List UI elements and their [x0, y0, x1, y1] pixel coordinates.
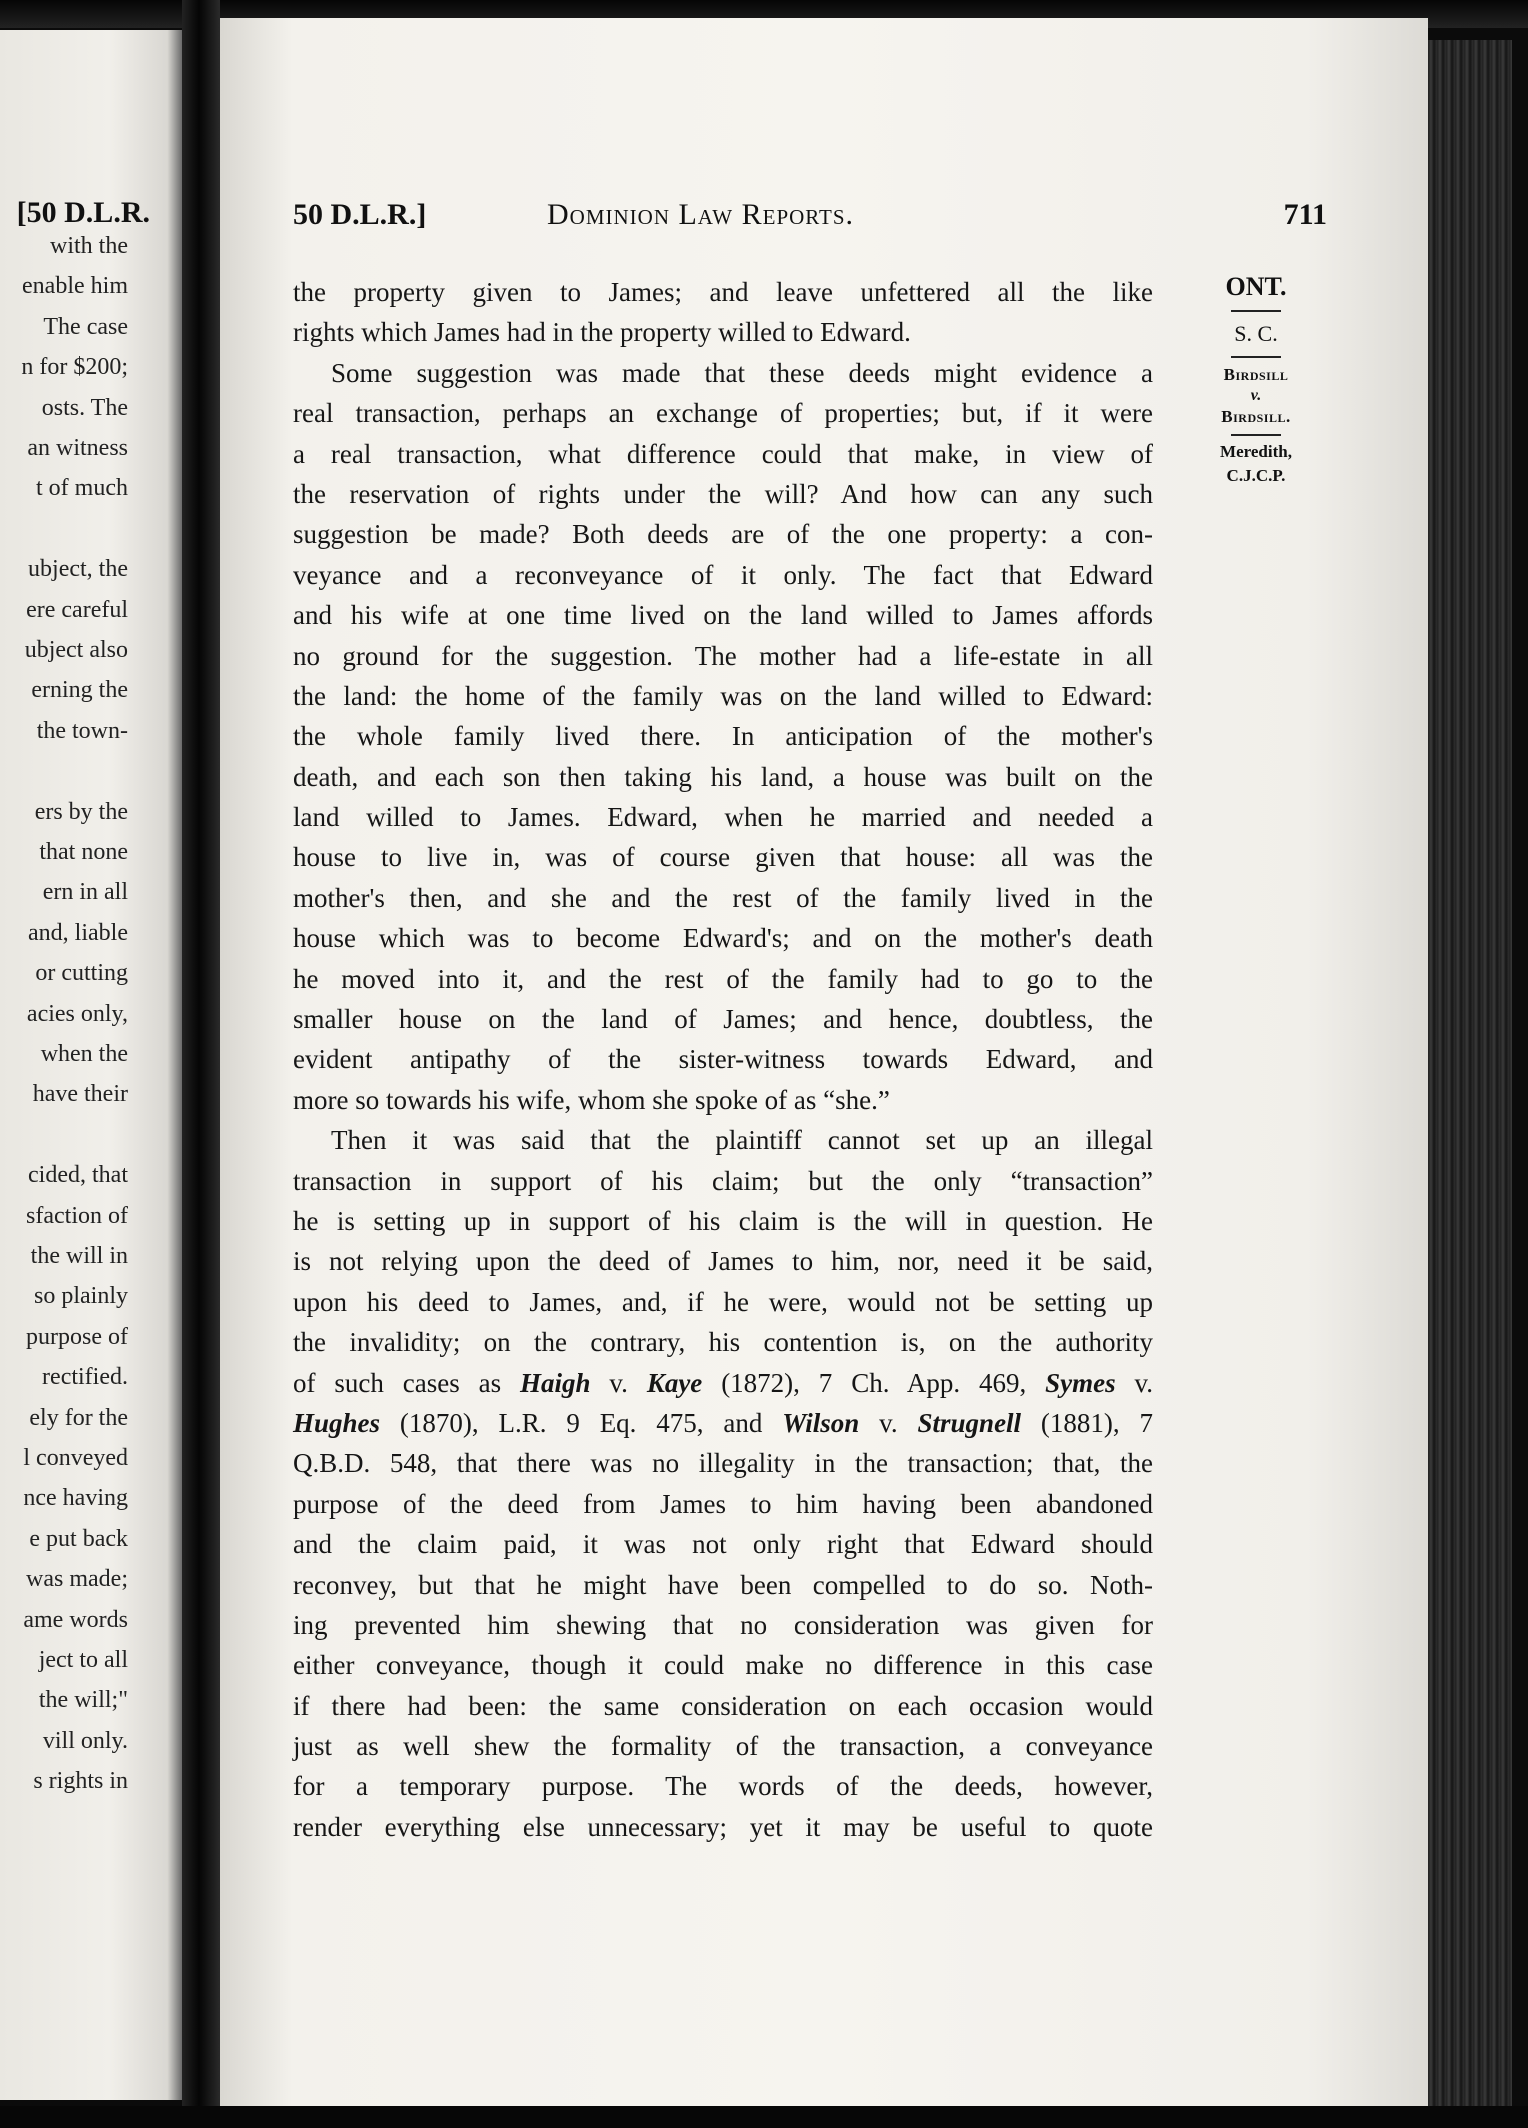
- previous-page-line: with the: [50, 233, 128, 259]
- previous-page-line: the will;": [38, 1687, 128, 1714]
- case-name: Haigh: [520, 1367, 591, 1398]
- text-line: just as well shew the formality of the transaction, a conveyance: [293, 1731, 1153, 1762]
- text-line: house which was to become Edward's; and on the mother's death: [293, 923, 1153, 954]
- previous-page-line: ject to all: [38, 1647, 128, 1673]
- previous-page-line: ely for the: [29, 1404, 128, 1431]
- text-line: real transaction, perhaps an exchange of properties; but, if it were: [293, 398, 1153, 429]
- judge-title: C.J.C.P.: [1226, 466, 1286, 485]
- text-line: Some suggestion was made that these deeds might evidence a: [331, 357, 1153, 388]
- page-number: 711: [1283, 198, 1327, 231]
- text-line: ing prevented him shewing that no consideration was given for: [293, 1609, 1153, 1640]
- book-gutter: [182, 0, 220, 2128]
- previous-page-line: that none: [39, 839, 128, 865]
- text-line: he moved into it, and the rest of the family had to go to the: [293, 963, 1153, 994]
- case-name: Wilson: [782, 1407, 860, 1438]
- previous-page-line: so plainly: [34, 1283, 128, 1310]
- bottom-shadow: [0, 2106, 1528, 2128]
- text-line: the invalidity; on the contrary, his contention is, on the authority: [293, 1327, 1153, 1358]
- text-line: he is setting up in support of his claim is the will in question. He: [293, 1205, 1153, 1236]
- text-line: the property given to James; and leave unfettered all the like: [293, 277, 1153, 307]
- previous-page-line: enable him: [22, 273, 128, 300]
- previous-page-line: e put back: [29, 1525, 128, 1552]
- plaintiff-name: Birdsill: [1223, 365, 1289, 384]
- text-line: transaction in support of his claim; but the only “transaction”: [293, 1165, 1153, 1196]
- versus-label: v.: [1250, 387, 1262, 404]
- text-line: a real transaction, what difference could that make, in view of: [293, 438, 1153, 469]
- previous-page-line: s rights in: [33, 1768, 128, 1795]
- text-line: if there had been: the same consideration on each occasion would: [293, 1690, 1153, 1721]
- text-fragment: (1870), L.R. 9 Eq. 475, and: [380, 1407, 783, 1438]
- case-name: Strugnell: [917, 1407, 1022, 1438]
- previous-page-line: ubject also: [24, 637, 128, 663]
- text-line-citations: [293, 1403, 1153, 1443]
- previous-page-line: when the: [40, 1041, 128, 1067]
- text-line-citations: [293, 1363, 1153, 1403]
- text-fragment: of such cases as: [293, 1367, 520, 1398]
- text-line: smaller house on the land of James; and hence, doubtless, the: [293, 1004, 1153, 1035]
- case-name: Hughes: [293, 1407, 381, 1438]
- previous-page-line: t of much: [36, 475, 128, 502]
- text-line: upon his deed to James, and, if he were, would not be setting up: [293, 1286, 1153, 1317]
- previous-page-line: or cutting: [35, 960, 128, 987]
- previous-page-line: ern in all: [42, 879, 128, 906]
- case-name: Symes: [1045, 1367, 1116, 1398]
- text-fragment: v.: [859, 1407, 918, 1438]
- previous-page-line: n for $200;: [21, 354, 128, 381]
- previous-page-line: The case: [43, 313, 128, 340]
- text-fragment: v.: [1115, 1367, 1154, 1398]
- text-line: death, and each son then taking his land, a house was built on the: [293, 761, 1153, 792]
- previous-page-line: the town-: [36, 717, 128, 744]
- text-line: veyance and a reconveyance of it only. The fact that Edward: [293, 559, 1153, 590]
- text-line: and his wife at one time lived on the land willed to James affords: [293, 600, 1153, 631]
- previous-page-line: nce having: [23, 1485, 128, 1512]
- running-head: [293, 198, 1327, 242]
- text-line: mother's then, and she and the rest of the family lived in the: [293, 882, 1153, 913]
- text-line: house to live in, was of course given that house: all was the: [293, 842, 1153, 873]
- text-line: no ground for the suggestion. The mother had a life-estate in all: [293, 640, 1153, 671]
- previous-page-line: and, liable: [28, 919, 128, 946]
- previous-page-line: ame words: [23, 1606, 128, 1633]
- text-line: more so towards his wife, whom she spoke of as “she.”: [293, 1084, 890, 1115]
- text-line: land willed to James. Edward, when he married and needed a: [293, 802, 1153, 833]
- divider: [1231, 310, 1281, 312]
- text-fragment: v.: [590, 1367, 647, 1398]
- text-line: the reservation of rights under the will? And how can any such: [293, 478, 1153, 509]
- text-line: reconvey, but that he might have been compelled to do so. Noth-: [293, 1569, 1153, 1600]
- previous-page-line: erning the: [31, 677, 128, 704]
- text-line: evident antipathy of the sister-witness towards Edward, and: [293, 1044, 1153, 1075]
- text-line: the land: the home of the family was on the land willed to Edward:: [293, 680, 1153, 711]
- divider: [1231, 434, 1281, 436]
- previous-page-line: was made;: [26, 1566, 128, 1593]
- previous-page-running-head: [50 D.L.R.: [16, 196, 150, 229]
- previous-page-line: the will in: [30, 1243, 128, 1269]
- text-line: is not relying upon the deed of James to him, nor, need it be said,: [293, 1246, 1153, 1277]
- volume-reference: 50 D.L.R.]: [293, 198, 427, 231]
- previous-page: [0, 30, 182, 2100]
- publication-title: Dominion Law Reports.: [547, 198, 855, 231]
- divider: [1231, 356, 1281, 358]
- page-stack-edge: [1428, 40, 1512, 2110]
- previous-page-line: an witness: [27, 435, 128, 461]
- defendant-name: Birdsill.: [1221, 407, 1291, 426]
- previous-page-line: cided, that: [28, 1162, 128, 1189]
- previous-page-line: osts. The: [41, 394, 128, 421]
- margin-notes: [1196, 270, 1316, 486]
- previous-page-line: ubject, the: [28, 556, 128, 583]
- text-line: either conveyance, though it could make no difference in this case: [293, 1650, 1153, 1681]
- body-text: [293, 272, 1153, 1847]
- text-line: rights which James had in the property willed to Edward.: [293, 317, 911, 348]
- text-line: Then it was said that the plaintiff cannot set up an illegal: [331, 1125, 1153, 1156]
- text-line: and the claim paid, it was not only right that Edward should: [293, 1529, 1153, 1560]
- previous-page-line: acies only,: [26, 1000, 128, 1027]
- previous-page-line: vill only.: [42, 1727, 128, 1754]
- text-line: the whole family lived there. In anticipation of the mother's: [293, 721, 1153, 752]
- previous-page-line: rectified.: [42, 1364, 128, 1391]
- province-note: ONT.: [1225, 272, 1287, 301]
- text-line: Q.B.D. 548, that there was no illegality in the transaction; that, the: [293, 1448, 1153, 1479]
- previous-page-line: purpose of: [26, 1323, 128, 1350]
- court-note: S. C.: [1234, 321, 1278, 346]
- judge-name: Meredith,: [1220, 442, 1292, 461]
- text-line: purpose of the deed from James to him having been abandoned: [293, 1488, 1153, 1519]
- case-name: Kaye: [646, 1367, 703, 1398]
- previous-page-line: l conveyed: [23, 1445, 128, 1471]
- text-line: suggestion be made? Both deeds are of the one property: a con-: [293, 519, 1153, 550]
- text-fragment: (1872), 7 Ch. App. 469,: [721, 1367, 1046, 1398]
- previous-page-line: sfaction of: [26, 1202, 128, 1229]
- previous-page-line: have their: [32, 1081, 128, 1108]
- previous-page-line: ers by the: [34, 798, 128, 825]
- text-fragment: (1881), 7: [1021, 1407, 1154, 1438]
- previous-page-line: ere careful: [26, 596, 128, 623]
- text-line: for a temporary purpose. The words of the deeds, however,: [293, 1771, 1153, 1802]
- text-line: render everything else unnecessary; yet it may be useful to quote: [293, 1811, 1153, 1842]
